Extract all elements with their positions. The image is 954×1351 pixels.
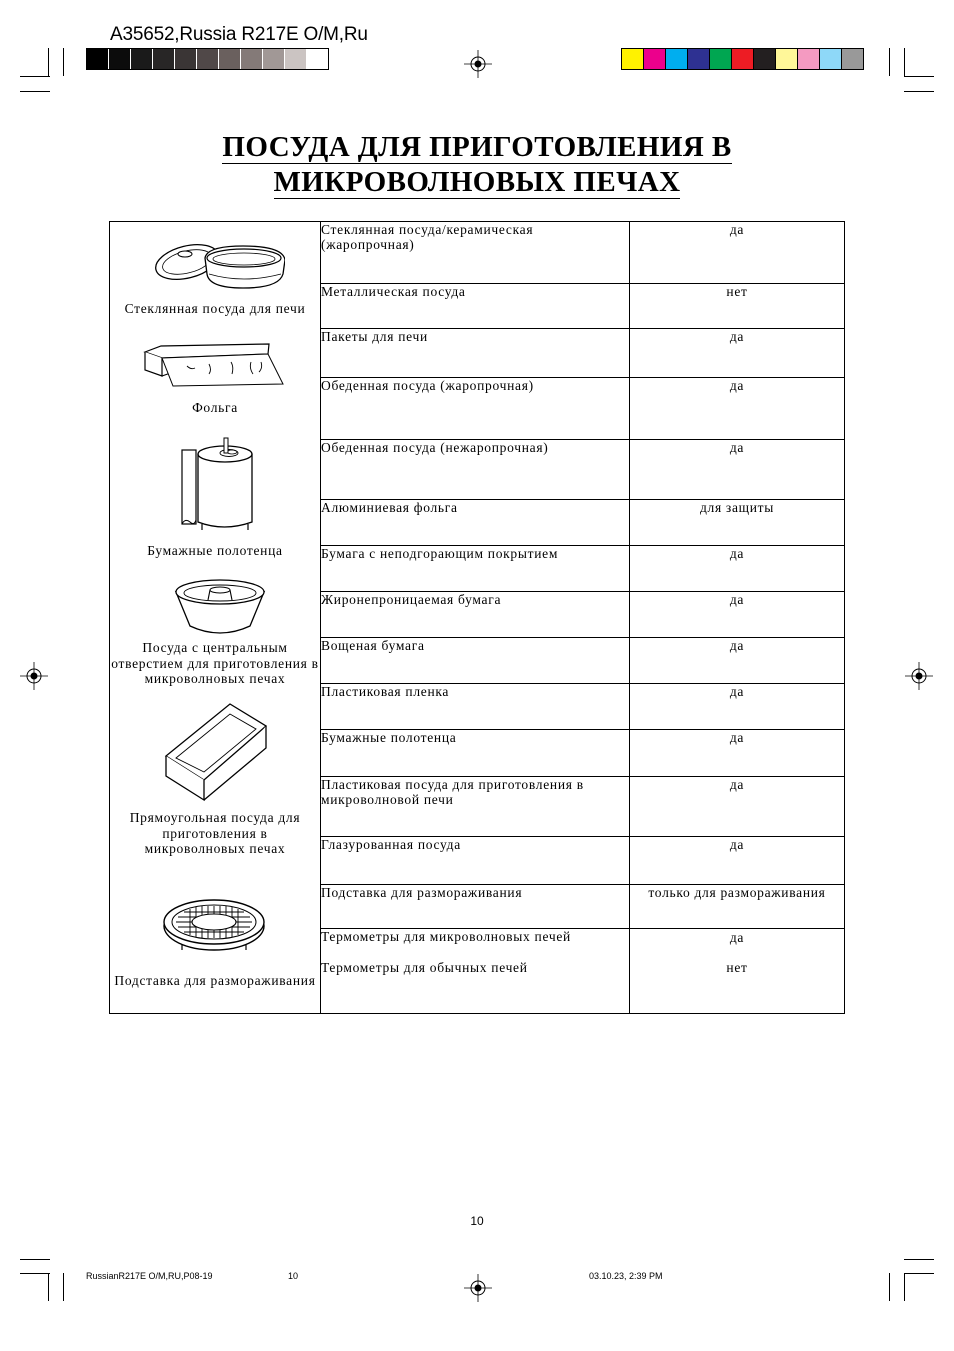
item-cell: Пластиковая пленка — [321, 684, 630, 730]
item-cell: Бумажные полотенца — [321, 730, 630, 777]
title-line-1: ПОСУДА ДЛЯ ПРИГОТОВЛЕНИЯ В — [222, 131, 732, 163]
item-cell: Жиронепроницаемая бумага — [321, 592, 630, 638]
value-cell: нет — [630, 284, 845, 329]
color-swatch — [644, 49, 666, 69]
grey-swatch — [307, 49, 328, 69]
color-swatch — [622, 49, 644, 69]
grey-scale-bar — [86, 48, 329, 70]
value-cell: для защиты — [630, 500, 845, 546]
grey-swatch — [109, 49, 131, 69]
color-swatch — [798, 49, 820, 69]
thermometer-conventional-label: Термометры для обычных печей — [321, 960, 528, 975]
thermometer-microwave-value: да — [729, 930, 745, 945]
item-cell: Бумага с неподгорающим покрытием — [321, 546, 630, 592]
item-cell: Металлическая посуда — [321, 284, 630, 329]
process-color-bar — [621, 48, 864, 70]
illustration-label: Посуда с центральным отверстием для приготовления в микроволновых печах — [111, 640, 319, 686]
illustrations-column — [110, 222, 321, 1014]
grey-swatch — [241, 49, 263, 69]
grey-swatch — [153, 49, 175, 69]
item-cell: Глазурованная посуда — [321, 837, 630, 885]
value-cell: да — [630, 329, 845, 378]
page-number: 10 — [470, 1214, 484, 1228]
item-cell — [321, 929, 630, 1014]
color-swatch — [754, 49, 776, 69]
item-cell: Алюминиевая фольга — [321, 500, 630, 546]
value-cell: да — [630, 440, 845, 500]
illustration-label: Бумажные полотенца — [147, 543, 283, 558]
illustration-label: Прямоугольная посуда для приготовления в микроволновых печах — [129, 810, 301, 856]
color-swatch — [732, 49, 754, 69]
thermometer-microwave-label: Термометры для микроволновых печей — [321, 929, 571, 944]
item-cell: Вощеная бумага — [321, 638, 630, 684]
page-title — [0, 130, 954, 200]
table-row — [110, 222, 845, 284]
value-cell: да — [630, 638, 845, 684]
grey-swatch — [197, 49, 219, 69]
illustration-label: Подставка для размораживания — [114, 973, 316, 988]
item-cell: Пакеты для печи — [321, 329, 630, 378]
value-cell: да — [630, 730, 845, 777]
item-cell: Обеденная посуда (нежаропрочная) — [321, 440, 630, 500]
footer-file-name: RussianR217E O/M,RU,P08-19 — [86, 1271, 213, 1281]
color-swatch — [710, 49, 732, 69]
grey-swatch — [87, 49, 109, 69]
value-cell: да — [630, 777, 845, 837]
item-cell: Пластиковая посуда для приготовления в микроволновой печи — [321, 777, 630, 837]
rectangular-dish-icon — [164, 702, 268, 802]
paper-towel-icon — [180, 436, 260, 534]
footer-page: 10 — [288, 1271, 299, 1281]
color-swatch — [666, 49, 688, 69]
document-id: A35652,Russia R217E O/M,Ru — [110, 24, 368, 45]
value-cell — [630, 929, 845, 1014]
tube-pan-icon — [174, 578, 266, 638]
color-swatch — [820, 49, 842, 69]
thermometer-conventional-value: нет — [726, 960, 748, 975]
grey-swatch — [131, 49, 153, 69]
grey-swatch — [175, 49, 197, 69]
cookware-table — [109, 221, 845, 1014]
registration-mark-icon — [464, 1274, 492, 1302]
value-cell: да — [630, 592, 845, 638]
color-swatch — [688, 49, 710, 69]
glass-casserole-icon — [155, 236, 285, 292]
registration-mark-icon — [464, 50, 492, 78]
item-cell: Стеклянная посуда/керамическая (жаропрочная) — [321, 222, 630, 284]
value-cell: да — [630, 546, 845, 592]
footer-timestamp: 03.10.23, 2:39 PM — [589, 1271, 663, 1281]
value-cell: да — [630, 684, 845, 730]
grey-swatch — [285, 49, 307, 69]
value-cell: да — [630, 837, 845, 885]
foil-roll-icon — [143, 340, 285, 388]
illustration-label: Фольга — [192, 400, 238, 415]
value-cell: да — [630, 378, 845, 440]
registration-mark-icon — [20, 662, 48, 690]
color-swatch — [776, 49, 798, 69]
grey-swatch — [219, 49, 241, 69]
title-line-2: МИКРОВОЛНОВЫХ ПЕЧАХ — [273, 166, 681, 198]
grey-swatch — [263, 49, 285, 69]
item-cell: Обеденная посуда (жаропрочная) — [321, 378, 630, 440]
illustration-label: Стеклянная посуда для печи — [124, 301, 306, 316]
color-swatch — [842, 49, 863, 69]
registration-mark-icon — [905, 662, 933, 690]
defrost-rack-icon — [162, 898, 266, 954]
item-cell: Подставка для размораживания — [321, 885, 630, 929]
value-cell: только для размораживания — [630, 885, 845, 929]
value-cell: да — [630, 222, 845, 284]
